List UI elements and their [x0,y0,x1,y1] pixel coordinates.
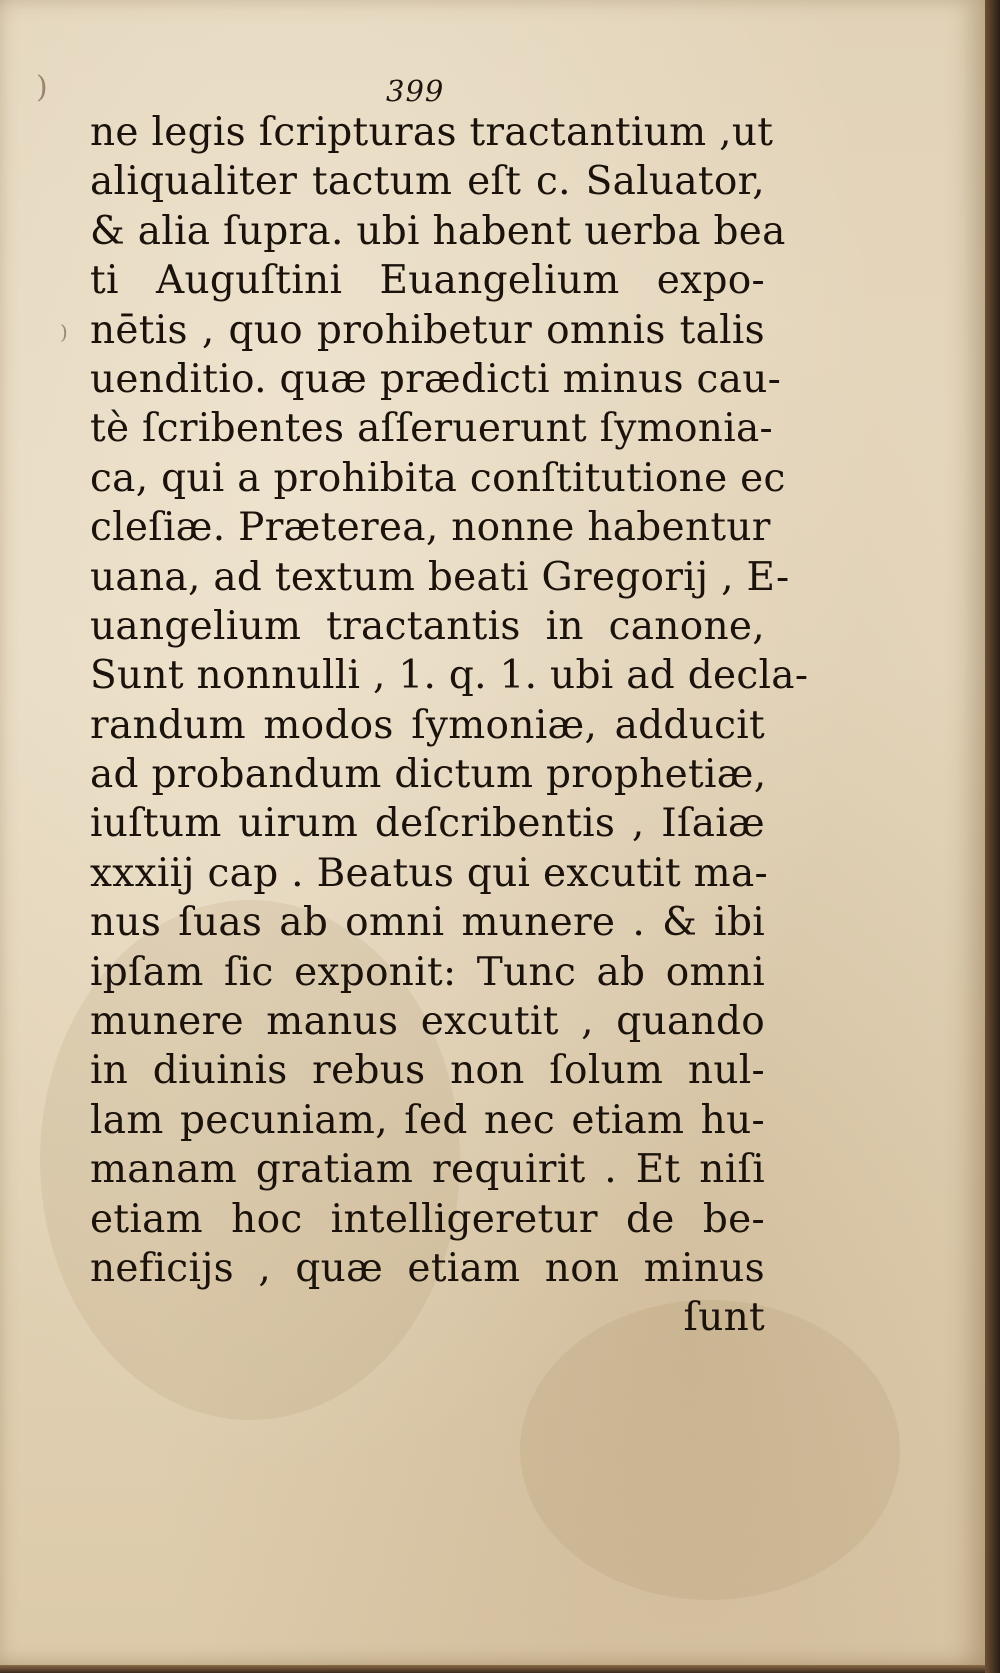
text-line: randum modos ſymoniæ, adducit [90,702,765,748]
margin-mark: ) [36,70,48,105]
text-line: nus ſuas ab omni munere . & ibi [90,900,765,946]
text-line: neficijs , quæ etiam non minus [90,1245,765,1291]
text-line: etiam hoc intelligeretur de be- [90,1196,765,1242]
text-line: in diuinis rebus non ſolum nul- [90,1048,765,1094]
page-edge-shadow [985,0,1000,1673]
text-line: ti Auguſtini Euangelium expo- [90,258,765,304]
margin-mark: ) [60,320,68,344]
text-line: ad probandum dictum prophetiæ, [90,752,767,798]
text-line: lam pecuniam, ſed nec etiam hu- [90,1097,765,1143]
text-line: aliqualiter tactum eſt c. Saluator, [90,159,765,205]
text-line: iuſtum uirum deſcribentis , Iſaiæ [90,801,765,847]
text-line: uenditio. quæ prædicti minus cau- [90,356,782,402]
text-line: nētis , quo prohibetur omnis talis [90,307,765,353]
text-line: munere manus excutit , quando [90,999,765,1045]
text-line: ne legis ſcripturas tractantium ,ut [90,110,774,155]
text-line: cleſiæ. Præterea, nonne habentur [90,505,771,551]
text-line: & alia ſupra. ubi habent uerba bea [90,208,786,254]
text-line: uana, ad textum beati Gregorij , E- [90,554,790,600]
body-text [90,108,809,1343]
text-line: ca, qui a prohibita conſtitutione ec [90,455,786,501]
page-number: 399 [386,74,445,108]
catchword: ſunt [683,1295,765,1341]
page-bottom-edge [0,1665,985,1673]
paper-stain [520,1300,900,1600]
text-line: Sunt nonnulli , 1. q. 1. ubi ad decla- [90,653,809,699]
text-line: ipſam ſic exponit: Tunc ab omni [90,949,765,995]
text-line: xxxiij cap . Beatus qui excutit ma- [90,850,768,896]
text-line: uangelium tractantis in canone, [90,603,765,649]
text-line: tè ſcribentes aſſeruerunt ſymonia- [90,406,774,452]
text-line: manam gratiam requirit . Et niſi [90,1147,765,1193]
